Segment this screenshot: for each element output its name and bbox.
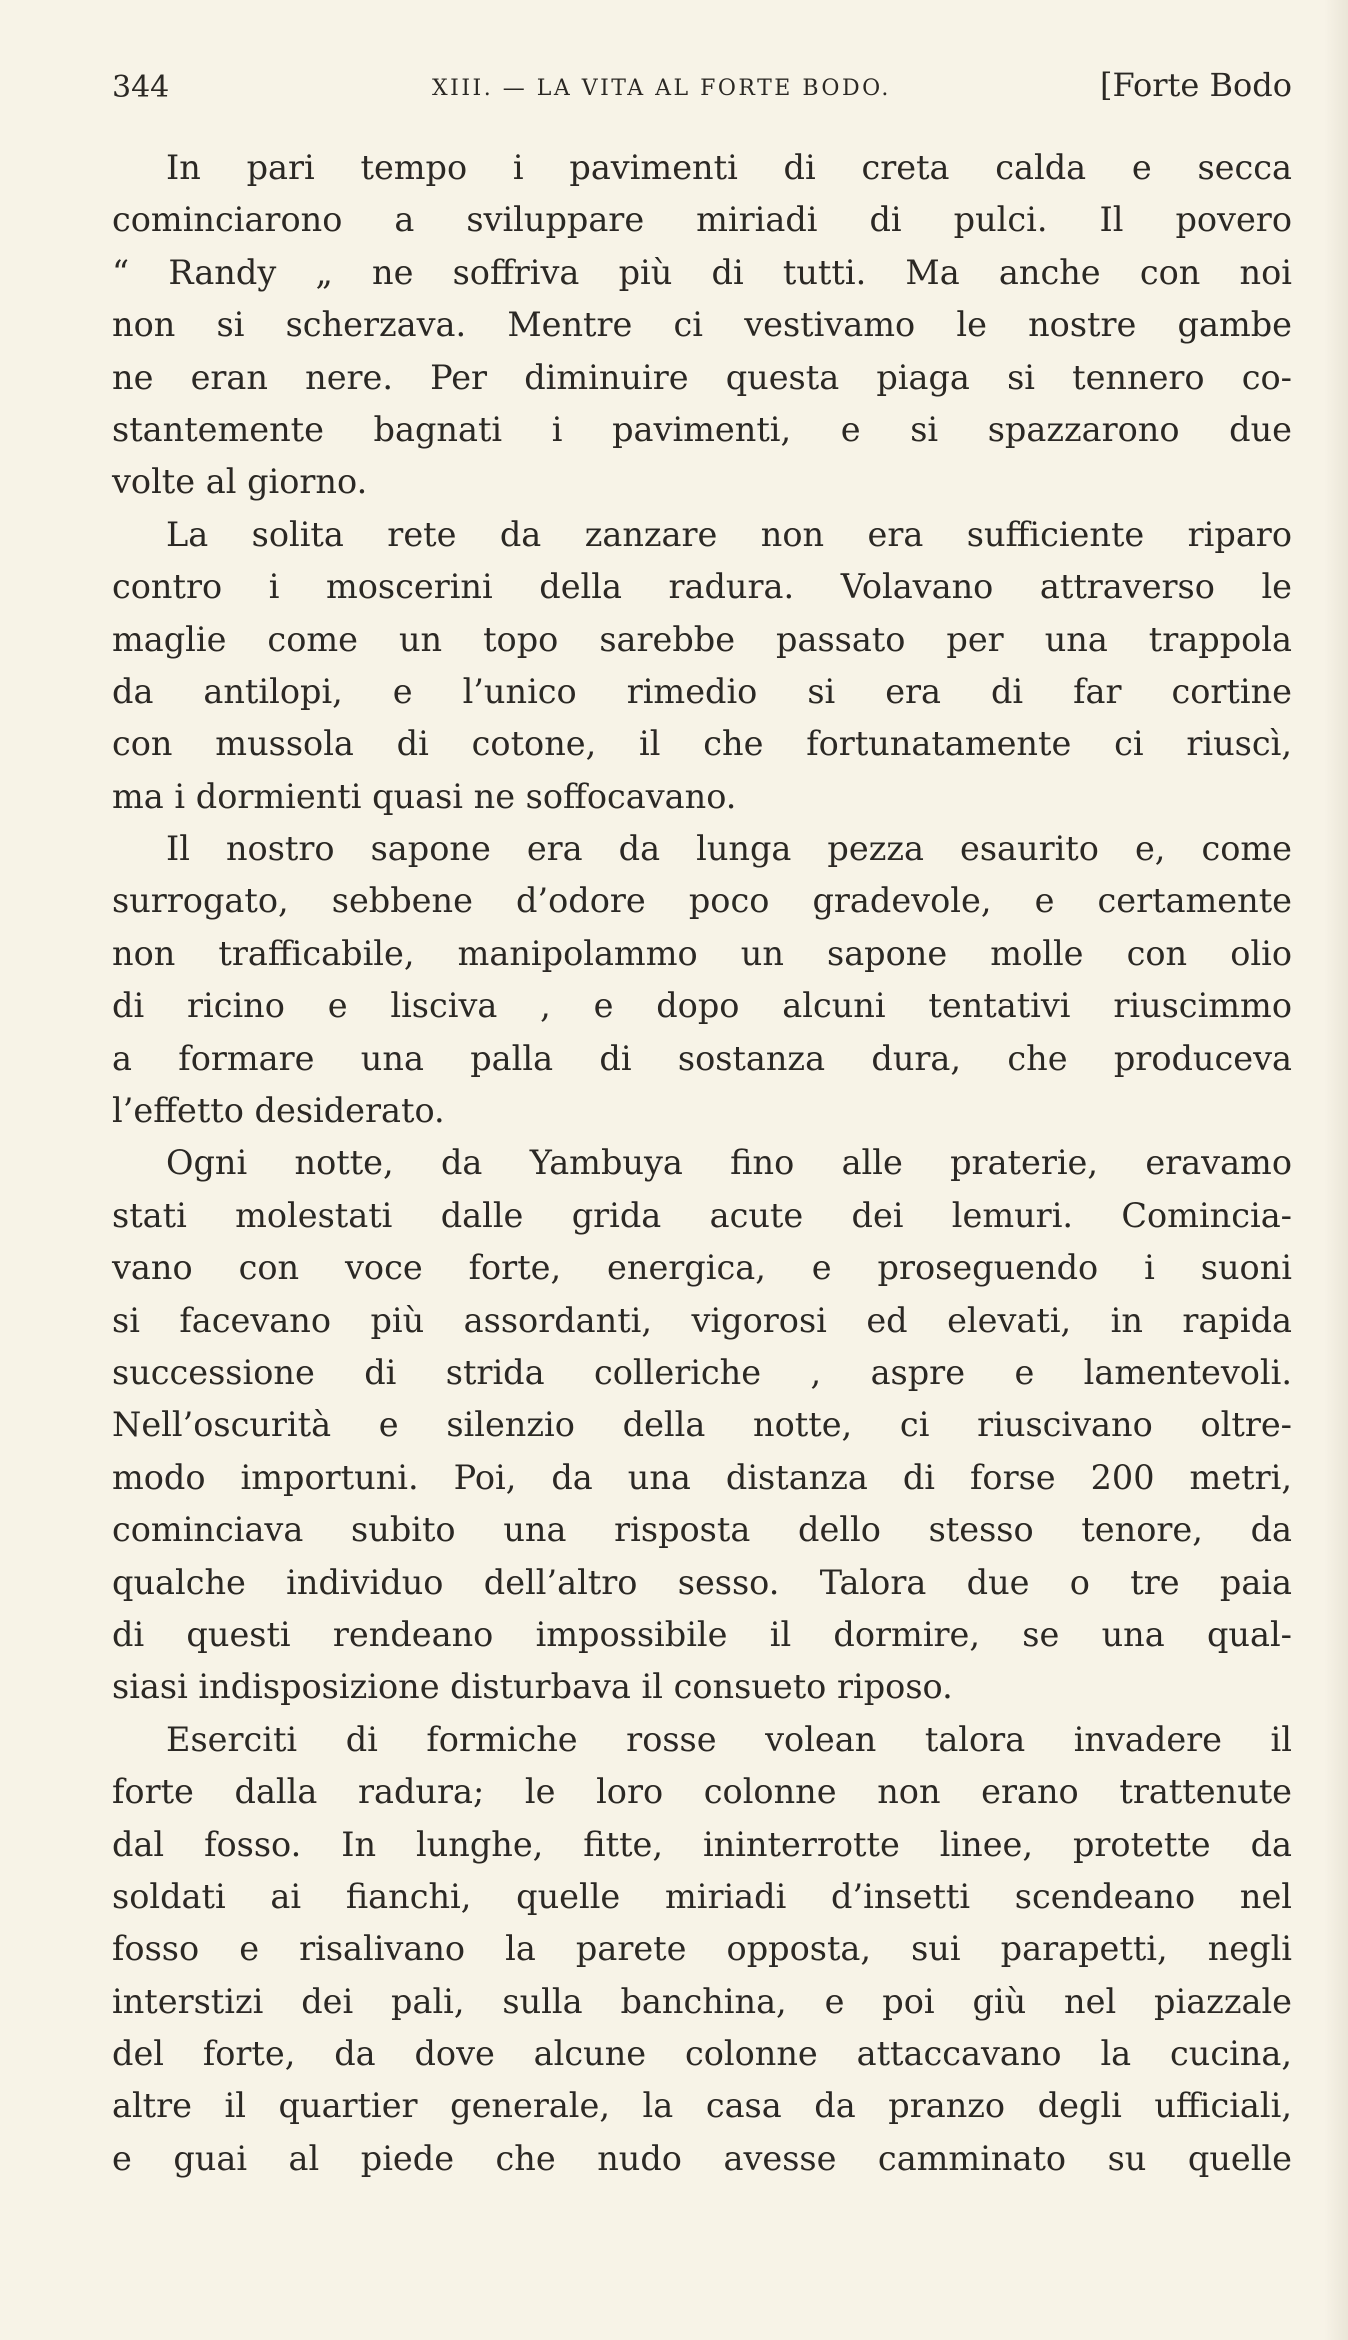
text-line: In pari tempo i pavimenti di creta calda e secca	[166, 148, 1292, 187]
body-text	[112, 142, 1292, 2185]
paragraph	[112, 823, 1292, 1137]
text-line: surrogato, sebbene d’odore poco gradevole, e certamente	[112, 881, 1292, 921]
text-line: volte al giorno.	[112, 462, 368, 502]
text-line: “ Randy „ ne soffriva più di tutti. Ma anche con noi	[112, 252, 1292, 292]
text-line: Eserciti di formiche rosse volean talora invadere il	[166, 1719, 1292, 1759]
text-line: ne eran nere. Per diminuire questa piaga si tennero co-	[112, 357, 1292, 397]
text-line: contro i moscerini della radura. Volavano attraverso le	[112, 567, 1292, 607]
text-line: dal fosso. In lunghe, fitte, ininterrotte linee, protette da	[112, 1824, 1292, 1864]
text-line: non trafficabile, manipolammo un sapone molle con olio	[112, 933, 1292, 973]
text-line: a formare una palla di sostanza dura, che produceva	[112, 1038, 1292, 1078]
running-title: XIII. — LA VITA AL FORTE BODO.	[432, 76, 891, 101]
text-line: l’effetto desiderato.	[112, 1091, 445, 1131]
text-line: Nell’oscurità e silenzio della notte, ci riuscivano oltre-	[112, 1405, 1292, 1445]
page-number: 344	[112, 70, 170, 105]
paragraph	[112, 509, 1292, 823]
paragraph	[112, 142, 1292, 509]
text-line: cominciava subito una risposta dello stesso tenore, da	[112, 1510, 1292, 1550]
text-line: di questi rendeano impossibile il dormire, se una qual-	[112, 1614, 1292, 1654]
text-line: non si scherzava. Mentre ci vestivamo le nostre gambe	[112, 305, 1292, 345]
text-line: qualche individuo dell’altro sesso. Talora due o tre paia	[112, 1562, 1292, 1602]
text-line: modo importuni. Poi, da una distanza di forse 200 metri,	[112, 1457, 1292, 1497]
paragraph	[112, 1137, 1292, 1713]
text-line: Il nostro sapone era da lunga pezza esaurito e, come	[166, 829, 1292, 869]
text-line: soldati ai fianchi, quelle miriadi d’insetti scendeano nel	[112, 1876, 1292, 1916]
text-line: La solita rete da zanzare non era sufficiente riparo	[166, 514, 1292, 554]
paragraph	[112, 1714, 1292, 2186]
text-line: ma i dormienti quasi ne soffocavano.	[112, 776, 737, 816]
text-line: si facevano più assordanti, vigorosi ed elevati, in rapida	[112, 1300, 1292, 1340]
text-line: maglie come un topo sarebbe passato per una trappola	[112, 619, 1292, 659]
text-line: forte dalla radura; le loro colonne non erano trattenute	[112, 1772, 1292, 1812]
text-line: del forte, da dove alcune colonne attaccavano la cucina,	[112, 2034, 1292, 2074]
text-line: di ricino e lisciva , e dopo alcuni tentativi riuscimmo	[112, 986, 1292, 1026]
text-line: da antilopi, e l’unico rimedio si era di far cortine	[112, 671, 1292, 711]
text-line: con mussola di cotone, il che fortunatamente ci riuscì,	[112, 724, 1292, 764]
running-header	[112, 62, 1292, 118]
text-line: Ogni notte, da Yambuya fino alle praterie, eravamo	[166, 1143, 1292, 1183]
text-line: interstizi dei pali, sulla banchina, e poi giù nel piazzale	[112, 1981, 1292, 2021]
text-line: vano con voce forte, energica, e proseguendo i suoni	[112, 1248, 1292, 1288]
text-line: fosso e risalivano la parete opposta, sui parapetti, negli	[112, 1929, 1292, 1969]
text-line: successione di strida colleriche , aspre e lamentevoli.	[112, 1352, 1292, 1392]
page-edge-shadow	[1324, 0, 1348, 2340]
running-section: [Forte Bodo	[1100, 66, 1292, 104]
text-line: stantemente bagnati i pavimenti, e si spazzarono due	[112, 409, 1292, 449]
text-line: altre il quartier generale, la casa da pranzo degli ufficiali,	[112, 2086, 1292, 2126]
text-line: siasi indisposizione disturbava il consueto riposo.	[112, 1667, 953, 1707]
text-line: e guai al piede che nudo avesse camminato su quelle	[112, 2138, 1292, 2178]
text-line: stati molestati dalle grida acute dei lemuri. Comincia-	[112, 1195, 1292, 1235]
text-line: cominciarono a sviluppare miriadi di pulci. Il povero	[112, 200, 1292, 240]
